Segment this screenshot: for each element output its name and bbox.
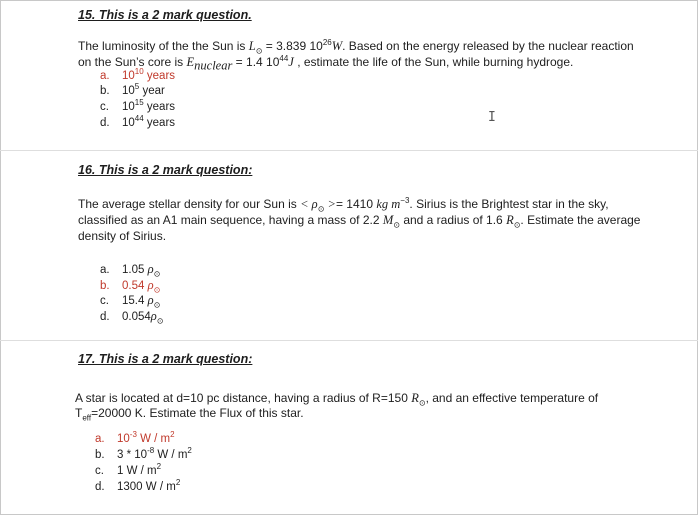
q15-option-a[interactable]: a. $10^{10}$ years: [100, 67, 176, 82]
q17-line-2: $T_{eff}=20000$ K. Estimate the Flux of this star.: [75, 406, 304, 423]
q16-heading: 16. This is a 2 mark question:: [78, 163, 253, 177]
q15-line-1: The luminosity of the the Sun is $L_⊙ = 3.839$ $10^{26}W$. Based on the energy released by the nuclear reaction: [78, 38, 634, 56]
q17-heading: 17. This is a 2 mark question:: [78, 352, 253, 366]
q15-option-d[interactable]: d. $10^{44}$ years: [100, 114, 176, 129]
q16-option-d[interactable]: d. $0.054\rho_⊙$: [100, 309, 164, 326]
q17-option-a[interactable]: a. $10^{-3}$ W / $m^2$: [95, 430, 175, 445]
divider: [0, 340, 698, 341]
divider: [0, 150, 698, 151]
q16-option-b[interactable]: b. 0.54 $\rho_⊙$: [100, 278, 161, 295]
q16-option-c[interactable]: c. 15.4 $\rho_⊙$: [100, 293, 161, 310]
q17-option-c[interactable]: c. 1 W / $m^2$: [95, 462, 162, 477]
q16-option-a[interactable]: a. 1.05 $\rho_⊙$: [100, 262, 161, 279]
q16-line-1: The average stellar density for our Sun is < $\rho_⊙ >= 1410$ kg $m^{-3}$. Sirius is the Brightest star in the sky,: [78, 196, 609, 214]
q17-line-1: A star is located at d=10 pc distance, having a radius of R=150 $R_⊙$, and an effective temperature of: [75, 391, 599, 408]
q15-line-2: on the Sun’s core is $E_{nuclear} = 1.4$ $10^{44}J$ , estimate the life of the Sun, while burning hydroge.: [78, 54, 574, 73]
q17-option-b[interactable]: b. $3 * 10^{-8}$ W / $m^2$: [95, 446, 192, 461]
q16-line-2: classified as an A1 main sequence, having a mass of 2.2 $M_⊙$ and a radius of 1.6 $R_⊙$. Estimate the average: [78, 213, 641, 230]
q16-line-3: density of Sirius.: [78, 229, 167, 243]
q15-heading: 15. This is a 2 mark question.: [78, 8, 252, 22]
text-cursor-icon: I: [488, 110, 496, 125]
q17-option-d[interactable]: d. 1300 W / $m^2$: [95, 478, 181, 493]
q15-option-c[interactable]: c. $10^{15}$ years: [100, 98, 176, 113]
q15-option-b[interactable]: b. $10^5$ year: [100, 82, 165, 97]
